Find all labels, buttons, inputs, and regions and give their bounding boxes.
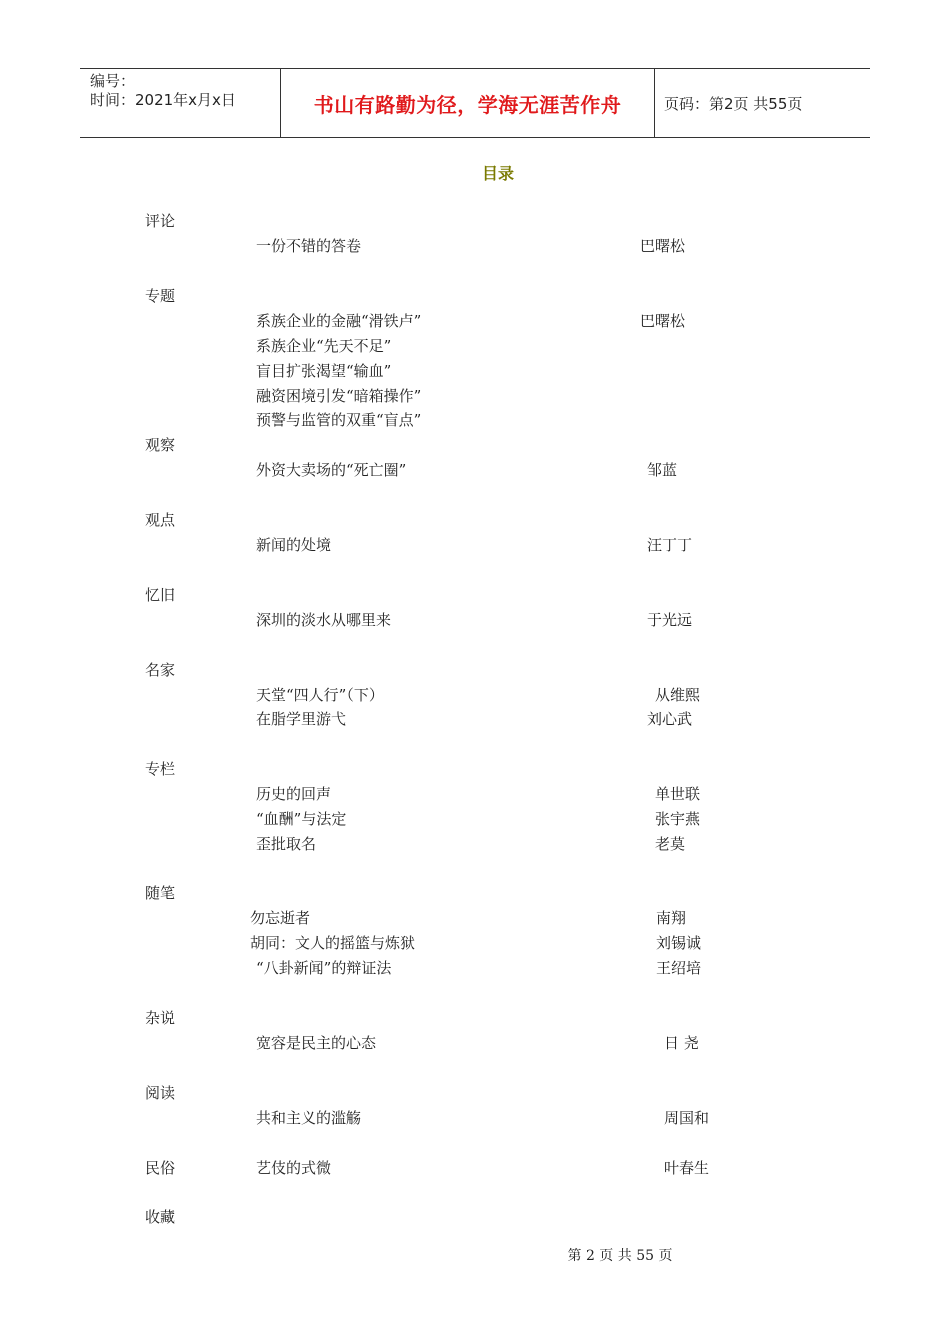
toc-category: 民俗: [145, 1159, 176, 1177]
toc-category: 阅读: [145, 1084, 176, 1102]
toc-entry-author: 刘锡诚: [656, 934, 702, 952]
toc-entry-author: 老莫: [655, 835, 686, 853]
toc-entry-title: 歪批取名: [256, 835, 317, 853]
toc-entry-author: 巴曙松: [640, 312, 686, 330]
toc-category: 名家: [145, 661, 176, 679]
toc-category: 收藏: [145, 1208, 176, 1226]
document-number-label: 编号：: [90, 72, 136, 90]
toc-entry-author: 张宇燕: [655, 810, 701, 828]
toc-entry-author: 南翔: [656, 909, 687, 927]
page-footer: 第 2 页 共 55 页: [567, 1248, 673, 1264]
toc-category: 随笔: [145, 884, 176, 902]
header-page-info: 页码：第2页 共55页: [664, 94, 803, 113]
toc-entry-author: 于光远: [647, 611, 693, 629]
toc-category: 杂说: [145, 1009, 176, 1027]
toc-entry-title: 外资大卖场的“死亡圈”: [256, 461, 407, 479]
document-date-label: 时间：2021年x月x日: [90, 91, 236, 109]
toc-entry-author: 叶春生: [664, 1159, 710, 1177]
toc-entry-author: 日 尧: [664, 1034, 699, 1052]
toc-entry-title: 系族企业的金融“滑铁卢”: [256, 312, 422, 330]
page-header: [80, 68, 870, 138]
toc-entry-title: 新闻的处境: [256, 536, 332, 554]
toc-entry-title: 天堂“四人行”（下）: [256, 686, 384, 704]
toc-category: 评论: [145, 212, 176, 230]
toc-entry-title: 盲目扩张渴望“输血”: [256, 362, 392, 380]
toc-entry-title: “八卦新闻”的辩证法: [256, 959, 392, 977]
toc-entry-title: 共和主义的滥觞: [256, 1109, 362, 1127]
toc-entry-title: 系族企业“先天不足”: [256, 337, 392, 355]
toc-entry-author: 汪丁丁: [647, 536, 693, 554]
toc-entry-title: 在脂学里游弋: [256, 710, 347, 728]
toc-entry-title: 一份不错的答卷: [256, 237, 362, 255]
header-meta: [80, 69, 280, 137]
toc-entry-author: 刘心武: [647, 710, 693, 728]
toc-entry-title: 勿忘逝者: [250, 909, 311, 927]
toc-entry-author: 单世联: [655, 785, 701, 803]
toc-entry-title: 深圳的淡水从哪里来: [256, 611, 392, 629]
toc-entry-author: 周国和: [664, 1109, 710, 1127]
toc-entry-title: 艺伎的式微: [256, 1159, 332, 1177]
toc-entry-title: 融资困境引发“暗箱操作”: [256, 387, 422, 405]
toc-category: 专栏: [145, 760, 176, 778]
toc-category: 忆旧: [145, 586, 176, 604]
toc-entry-author: 巴曙松: [640, 237, 686, 255]
toc-entry-author: 王绍培: [656, 959, 702, 977]
toc-entry-title: 历史的回声: [256, 785, 332, 803]
toc-category: 专题: [145, 287, 176, 305]
header-motto-cell: [280, 69, 655, 137]
toc-category: 观点: [145, 511, 176, 529]
toc-entry-author: 从维熙: [655, 686, 701, 704]
header-motto: 书山有路勤为径，学海无涯苦作舟: [313, 92, 622, 117]
toc-entry-title: 胡同：文人的摇篮与炼狱: [250, 934, 416, 952]
toc-category: 观察: [145, 436, 176, 454]
toc-entry-author: 邹蓝: [647, 461, 678, 479]
toc-entry-title: 宽容是民主的心态: [256, 1034, 377, 1052]
toc-title: 目录: [481, 164, 514, 183]
toc-entry-title: 预警与监管的双重“盲点”: [256, 411, 422, 429]
toc-entry-title: “血酬”与法定: [256, 810, 347, 828]
